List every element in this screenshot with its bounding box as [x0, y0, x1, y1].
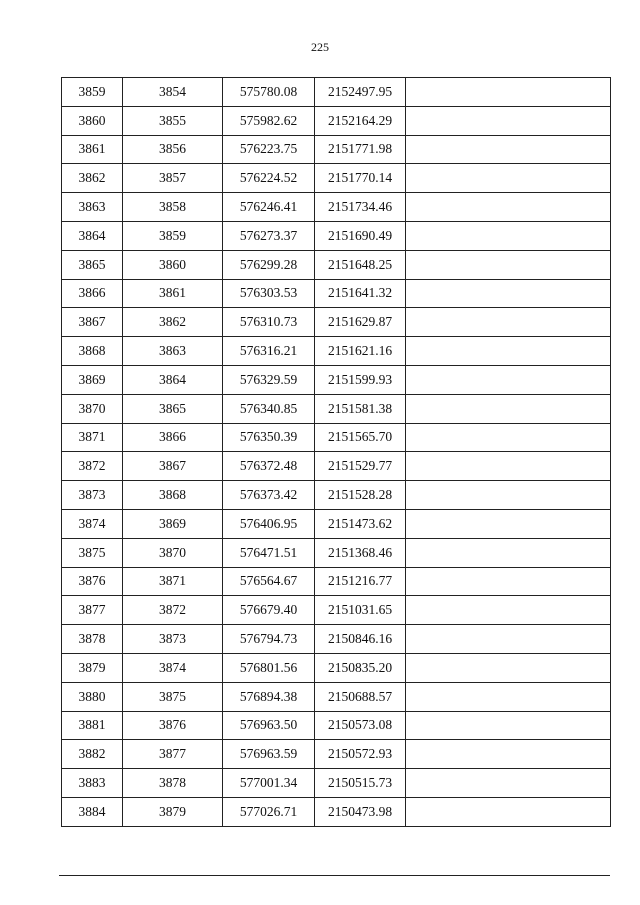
row-index-cell: 3872: [62, 452, 123, 481]
y-coordinate-cell: 2151621.16: [315, 337, 406, 366]
y-coordinate-cell: 2151528.28: [315, 481, 406, 510]
table-row: [62, 308, 611, 337]
point-number-cell: 3862: [123, 308, 223, 337]
note-cell: [406, 221, 611, 250]
note-cell: [406, 596, 611, 625]
point-number-cell: 3874: [123, 653, 223, 682]
note-cell: [406, 452, 611, 481]
page-number: 225: [311, 40, 329, 54]
note-cell: [406, 135, 611, 164]
point-number-cell: 3878: [123, 769, 223, 798]
x-coordinate-cell: 576329.59: [223, 365, 315, 394]
row-index-cell: 3871: [62, 423, 123, 452]
row-index-cell: 3866: [62, 279, 123, 308]
table-row: [62, 106, 611, 135]
x-coordinate-cell: 576224.52: [223, 164, 315, 193]
y-coordinate-cell: 2151648.25: [315, 250, 406, 279]
y-coordinate-cell: 2151599.93: [315, 365, 406, 394]
y-coordinate-cell: 2151529.77: [315, 452, 406, 481]
x-coordinate-cell: 576303.53: [223, 279, 315, 308]
note-cell: [406, 567, 611, 596]
table-body: [62, 78, 611, 827]
y-coordinate-cell: 2151770.14: [315, 164, 406, 193]
row-index-cell: 3862: [62, 164, 123, 193]
row-index-cell: 3878: [62, 625, 123, 654]
point-number-cell: 3868: [123, 481, 223, 510]
y-coordinate-cell: 2151734.46: [315, 193, 406, 222]
table-row: [62, 279, 611, 308]
x-coordinate-cell: 576350.39: [223, 423, 315, 452]
point-number-cell: 3860: [123, 250, 223, 279]
x-coordinate-cell: 577026.71: [223, 797, 315, 826]
note-cell: [406, 711, 611, 740]
row-index-cell: 3874: [62, 509, 123, 538]
note-cell: [406, 682, 611, 711]
point-number-cell: 3855: [123, 106, 223, 135]
note-cell: [406, 653, 611, 682]
point-number-cell: 3859: [123, 221, 223, 250]
y-coordinate-cell: 2151368.46: [315, 538, 406, 567]
table-row: [62, 337, 611, 366]
x-coordinate-cell: 576564.67: [223, 567, 315, 596]
row-index-cell: 3865: [62, 250, 123, 279]
y-coordinate-cell: 2151690.49: [315, 221, 406, 250]
point-number-cell: 3861: [123, 279, 223, 308]
y-coordinate-cell: 2150573.08: [315, 711, 406, 740]
y-coordinate-cell: 2151771.98: [315, 135, 406, 164]
y-coordinate-cell: 2150846.16: [315, 625, 406, 654]
x-coordinate-cell: 576373.42: [223, 481, 315, 510]
note-cell: [406, 769, 611, 798]
point-number-cell: 3867: [123, 452, 223, 481]
footer-rule: [59, 875, 610, 876]
y-coordinate-cell: 2150572.93: [315, 740, 406, 769]
row-index-cell: 3864: [62, 221, 123, 250]
point-number-cell: 3858: [123, 193, 223, 222]
y-coordinate-cell: 2152497.95: [315, 78, 406, 107]
row-index-cell: 3877: [62, 596, 123, 625]
x-coordinate-cell: 576310.73: [223, 308, 315, 337]
note-cell: [406, 106, 611, 135]
y-coordinate-cell: 2152164.29: [315, 106, 406, 135]
table-row: [62, 452, 611, 481]
row-index-cell: 3879: [62, 653, 123, 682]
point-number-cell: 3876: [123, 711, 223, 740]
note-cell: [406, 797, 611, 826]
table-row: [62, 394, 611, 423]
table-row: [62, 423, 611, 452]
row-index-cell: 3873: [62, 481, 123, 510]
x-coordinate-cell: 576223.75: [223, 135, 315, 164]
row-index-cell: 3882: [62, 740, 123, 769]
note-cell: [406, 279, 611, 308]
row-index-cell: 3870: [62, 394, 123, 423]
table-row: [62, 538, 611, 567]
point-number-cell: 3871: [123, 567, 223, 596]
x-coordinate-cell: 576963.59: [223, 740, 315, 769]
table-row: [62, 769, 611, 798]
table-row: [62, 711, 611, 740]
table-row: [62, 481, 611, 510]
row-index-cell: 3880: [62, 682, 123, 711]
row-index-cell: 3861: [62, 135, 123, 164]
note-cell: [406, 337, 611, 366]
x-coordinate-cell: 576246.41: [223, 193, 315, 222]
y-coordinate-cell: 2150835.20: [315, 653, 406, 682]
table-row: [62, 221, 611, 250]
point-number-cell: 3864: [123, 365, 223, 394]
point-number-cell: 3873: [123, 625, 223, 654]
x-coordinate-cell: 576471.51: [223, 538, 315, 567]
note-cell: [406, 481, 611, 510]
point-number-cell: 3872: [123, 596, 223, 625]
table-row: [62, 78, 611, 107]
table-row: [62, 625, 611, 654]
table-row: [62, 135, 611, 164]
note-cell: [406, 625, 611, 654]
table-row: [62, 567, 611, 596]
x-coordinate-cell: 577001.34: [223, 769, 315, 798]
y-coordinate-cell: 2150688.57: [315, 682, 406, 711]
x-coordinate-cell: 576340.85: [223, 394, 315, 423]
x-coordinate-cell: 576406.95: [223, 509, 315, 538]
row-index-cell: 3867: [62, 308, 123, 337]
note-cell: [406, 365, 611, 394]
y-coordinate-cell: 2151216.77: [315, 567, 406, 596]
x-coordinate-cell: 575982.62: [223, 106, 315, 135]
point-number-cell: 3870: [123, 538, 223, 567]
y-coordinate-cell: 2151473.62: [315, 509, 406, 538]
row-index-cell: 3876: [62, 567, 123, 596]
table-row: [62, 596, 611, 625]
x-coordinate-cell: 576316.21: [223, 337, 315, 366]
x-coordinate-cell: 575780.08: [223, 78, 315, 107]
table-row: [62, 740, 611, 769]
row-index-cell: 3868: [62, 337, 123, 366]
row-index-cell: 3881: [62, 711, 123, 740]
note-cell: [406, 193, 611, 222]
x-coordinate-cell: 576963.50: [223, 711, 315, 740]
point-number-cell: 3854: [123, 78, 223, 107]
y-coordinate-cell: 2151581.38: [315, 394, 406, 423]
row-index-cell: 3883: [62, 769, 123, 798]
x-coordinate-cell: 576801.56: [223, 653, 315, 682]
table-row: [62, 509, 611, 538]
coordinates-table: [61, 77, 611, 827]
row-index-cell: 3860: [62, 106, 123, 135]
y-coordinate-cell: 2151565.70: [315, 423, 406, 452]
note-cell: [406, 394, 611, 423]
point-number-cell: 3865: [123, 394, 223, 423]
point-number-cell: 3879: [123, 797, 223, 826]
note-cell: [406, 78, 611, 107]
point-number-cell: 3857: [123, 164, 223, 193]
note-cell: [406, 164, 611, 193]
note-cell: [406, 509, 611, 538]
x-coordinate-cell: 576273.37: [223, 221, 315, 250]
table-row: [62, 164, 611, 193]
point-number-cell: 3856: [123, 135, 223, 164]
table-row: [62, 682, 611, 711]
x-coordinate-cell: 576299.28: [223, 250, 315, 279]
table-row: [62, 193, 611, 222]
y-coordinate-cell: 2150515.73: [315, 769, 406, 798]
y-coordinate-cell: 2151031.65: [315, 596, 406, 625]
y-coordinate-cell: 2150473.98: [315, 797, 406, 826]
note-cell: [406, 250, 611, 279]
row-index-cell: 3859: [62, 78, 123, 107]
x-coordinate-cell: 576372.48: [223, 452, 315, 481]
row-index-cell: 3875: [62, 538, 123, 567]
row-index-cell: 3869: [62, 365, 123, 394]
y-coordinate-cell: 2151641.32: [315, 279, 406, 308]
point-number-cell: 3877: [123, 740, 223, 769]
table-row: [62, 797, 611, 826]
note-cell: [406, 740, 611, 769]
note-cell: [406, 538, 611, 567]
table-row: [62, 653, 611, 682]
point-number-cell: 3875: [123, 682, 223, 711]
point-number-cell: 3866: [123, 423, 223, 452]
point-number-cell: 3869: [123, 509, 223, 538]
row-index-cell: 3884: [62, 797, 123, 826]
point-number-cell: 3863: [123, 337, 223, 366]
note-cell: [406, 423, 611, 452]
y-coordinate-cell: 2151629.87: [315, 308, 406, 337]
x-coordinate-cell: 576679.40: [223, 596, 315, 625]
row-index-cell: 3863: [62, 193, 123, 222]
x-coordinate-cell: 576794.73: [223, 625, 315, 654]
table-row: [62, 250, 611, 279]
table-row: [62, 365, 611, 394]
x-coordinate-cell: 576894.38: [223, 682, 315, 711]
note-cell: [406, 308, 611, 337]
